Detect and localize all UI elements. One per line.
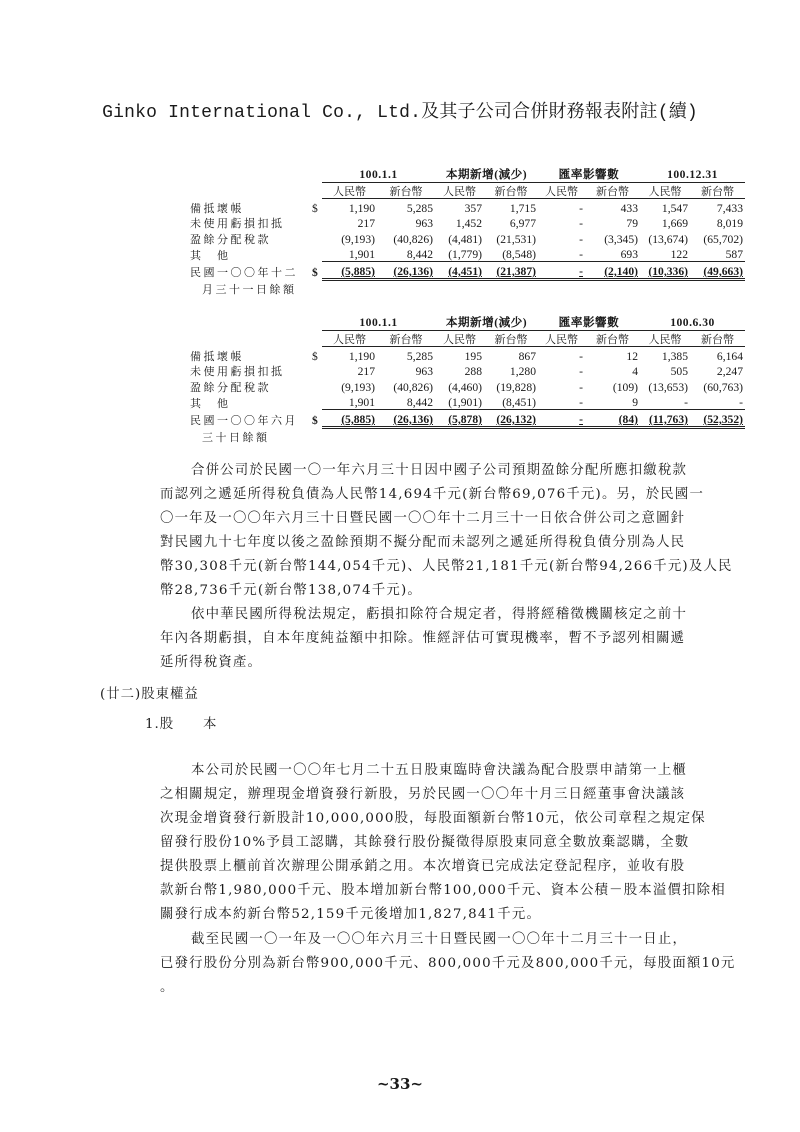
row-label: 民國一〇〇年十二 <box>190 267 298 279</box>
paragraph-line <box>160 879 760 903</box>
currency-subheader: 新台幣 <box>377 182 435 199</box>
paragraph-line <box>160 807 760 831</box>
table-cell: 5,285 <box>406 201 433 215</box>
loss-carryforward-paragraph <box>160 603 760 675</box>
table-cell: 2,247 <box>716 365 743 379</box>
column-group-header: 100.6.30 <box>640 313 745 330</box>
paragraph-text: 款新台幣1,980,000千元、股本增加新台幣100,000千元、資本公積－股本溢價扣除相 <box>160 883 726 898</box>
table-cell: (84) <box>585 410 640 428</box>
currency-symbol: $ <box>312 201 318 215</box>
spacer-cell <box>312 279 745 296</box>
table-cell: 1,190 <box>348 349 375 363</box>
currency-subheader: 新台幣 <box>690 330 745 347</box>
spacer-cell <box>190 313 312 330</box>
table-row <box>190 410 745 428</box>
table-cell: - <box>579 232 583 246</box>
currency-symbol: $ <box>312 266 318 280</box>
spacer-cell <box>312 427 745 444</box>
table-row <box>190 394 745 410</box>
table-cell: - <box>538 262 585 280</box>
table-cell: (5,878) <box>435 410 484 428</box>
currency-subheader: 人民幣 <box>435 182 484 199</box>
column-group-header: 匯率影響數 <box>538 313 640 330</box>
paragraph-line <box>160 555 760 579</box>
shares-issued-paragraph <box>160 928 760 1000</box>
currency-symbol <box>312 394 322 410</box>
currency-symbol <box>312 363 322 379</box>
currency-symbol <box>312 230 322 246</box>
table-cell: (11,763) <box>640 410 690 428</box>
spacer-cell <box>312 182 322 199</box>
table-cell: 8,442 <box>377 394 435 410</box>
table-row <box>190 215 745 231</box>
row-label: 盈餘分配稅款 <box>190 381 271 394</box>
table-cell: 4 <box>632 365 638 379</box>
table-cell: 6,164 <box>716 349 743 363</box>
row-label: 其 他 <box>190 397 231 410</box>
currency-subheader: 人民幣 <box>538 182 585 199</box>
column-group-header: 100.12.31 <box>640 165 745 182</box>
page-title: Ginko International Co., Ltd.及其子公司合併財務報表附註(續) <box>102 103 698 123</box>
table-cell: 5,285 <box>406 349 433 363</box>
table-cell: (26,136) <box>377 262 435 280</box>
table-row <box>190 230 745 246</box>
deferred-tax-liability-paragraph <box>160 459 760 603</box>
table-cell: 1,385 <box>661 349 688 363</box>
table-cell: (10,336) <box>640 262 690 280</box>
currency-symbol: $ <box>312 414 318 428</box>
table-cell: 1,669 <box>661 217 688 231</box>
currency-subheader: 人民幣 <box>322 330 377 347</box>
row-label: 備抵壞帳 <box>190 350 244 363</box>
currency-subheader: 人民幣 <box>640 182 690 199</box>
table-cell: (40,826) <box>393 380 433 394</box>
table-cell: 7,433 <box>716 201 743 215</box>
paragraph-line <box>160 507 760 531</box>
currency-symbol <box>312 215 322 231</box>
table-cell: 1,901 <box>322 394 377 410</box>
table-cell: (2,140) <box>585 262 640 280</box>
table-cell: (21,531) <box>496 232 536 246</box>
table-cell: 963 <box>415 217 433 231</box>
paragraph-text: 合併公司於民國一〇一年六月三十日因中國子公司預期盈餘分配所應扣繳稅款 <box>191 463 688 478</box>
paragraph-line <box>160 627 760 651</box>
paragraph-line <box>160 483 760 507</box>
table-cell: (3,345) <box>604 232 638 246</box>
table-cell: 195 <box>464 349 482 363</box>
table-cell: (109) <box>612 380 638 394</box>
table-cell: - <box>579 380 583 394</box>
paragraph-text: 截至民國一〇一年及一〇〇年六月三十日暨民國一〇〇年十二月三十一日止， <box>191 932 688 947</box>
currency-symbol: $ <box>312 349 318 363</box>
paragraph-text: 而認列之遞延所得稅負債為人民幣14,694千元(新台幣69,076千元)。另，於民國一 <box>160 487 705 502</box>
column-group-header: 100.1.1 <box>322 165 435 182</box>
table-row <box>190 199 745 215</box>
table-row <box>190 363 745 379</box>
paragraph-line <box>160 976 760 1000</box>
table-cell: 122 <box>640 246 690 262</box>
table-cell: (13,653) <box>648 380 688 394</box>
deferred-tax-table-jun30 <box>190 313 745 444</box>
table-cell: - <box>538 246 585 262</box>
row-label-continuation: 月三十一日餘額 <box>202 284 297 296</box>
currency-subheader: 新台幣 <box>377 330 435 347</box>
table-cell: (40,826) <box>393 232 433 246</box>
table-cell: (1,779) <box>435 246 484 262</box>
paragraph-line <box>160 903 760 927</box>
table-cell: - <box>640 394 690 410</box>
table-cell: (5,885) <box>322 410 377 428</box>
table-cell: 433 <box>620 201 638 215</box>
table-row <box>190 378 745 394</box>
table-cell: - <box>579 217 583 231</box>
paragraph-text: 提供股票上櫃前首次辦理公開承銷之用。本次增資已完成法定登記程序，並收有股 <box>160 859 686 874</box>
paragraph-text: 次現金增資發行新股計10,000,000股，每股面額新台幣10元，依公司章程之規定保 <box>160 811 706 826</box>
paragraph-line <box>160 759 760 783</box>
paragraph-text: 已發行股份分別為新台幣900,000千元、800,000千元及800,000千元，每股面額10元 <box>160 956 736 971</box>
currency-subheader: 新台幣 <box>484 182 538 199</box>
table-cell: 963 <box>415 365 433 379</box>
row-label: 其 他 <box>190 249 231 262</box>
table-cell: 357 <box>464 201 482 215</box>
table-cell: (4,460) <box>448 380 482 394</box>
paragraph-text: 關發行成本約新台幣52,159千元後增加1,827,841千元。 <box>160 907 542 922</box>
table-cell: 79 <box>626 217 638 231</box>
paragraph-text: 之相關規定，辦理現金增資發行新股，另於民國一〇〇年十月三日經董事會決議該 <box>160 787 686 802</box>
deferred-tax-table-dec31 <box>190 165 745 296</box>
table-cell: 693 <box>585 246 640 262</box>
table-cell: (8,451) <box>484 394 538 410</box>
paragraph-line <box>160 928 760 952</box>
table-cell: 8,442 <box>377 246 435 262</box>
subsection-heading-capital: 1.股 本 <box>145 717 218 732</box>
paragraph-text: 延所得稅資產。 <box>160 655 263 670</box>
table-cell: (19,828) <box>496 380 536 394</box>
table-cell: 867 <box>518 349 536 363</box>
currency-subheader: 人民幣 <box>640 330 690 347</box>
table-cell: - <box>579 365 583 379</box>
table-row-continuation <box>190 427 745 444</box>
table-cell: (60,763) <box>703 380 743 394</box>
table-cell: (8,548) <box>484 246 538 262</box>
page-number: ~33~ <box>376 1075 423 1093</box>
column-group-header: 本期新增(減少) <box>435 165 538 182</box>
table-cell: - <box>538 394 585 410</box>
paragraph-text: 。 <box>160 980 175 995</box>
paragraph-text: 本公司於民國一〇〇年七月二十五日股東臨時會決議為配合股票申請第一上櫃 <box>191 763 688 778</box>
table-cell: (1,901) <box>435 394 484 410</box>
table-cell: 9 <box>585 394 640 410</box>
paragraph-line <box>160 459 760 483</box>
paragraph-text: 年內各期虧損，自本年度純益額中扣除。惟經評估可實現機率，暫不予認列相關遞 <box>160 631 686 646</box>
spacer-cell <box>312 330 322 347</box>
table-cell: (9,193) <box>341 232 375 246</box>
capital-increase-paragraph <box>160 759 760 927</box>
currency-subheader: 新台幣 <box>484 330 538 347</box>
spacer-cell <box>190 165 312 182</box>
currency-subheader: 新台幣 <box>585 182 640 199</box>
table-row <box>190 262 745 280</box>
table-cell: 217 <box>357 217 375 231</box>
table-cell: 217 <box>357 365 375 379</box>
paragraph-line <box>160 651 760 675</box>
table-cell: 8,019 <box>716 217 743 231</box>
table-cell: - <box>579 349 583 363</box>
table-cell: - <box>579 201 583 215</box>
paragraph-line <box>160 831 760 855</box>
paragraph-text: 對民國九十七年度以後之盈餘預期不擬分配而未認列之遞延所得稅負債分別為人民 <box>160 535 686 550</box>
spacer-cell <box>312 313 322 330</box>
table-cell: (26,136) <box>377 410 435 428</box>
column-group-header: 100.1.1 <box>322 313 435 330</box>
row-label-continuation: 三十日餘額 <box>202 432 270 444</box>
table-cell: 1,280 <box>509 365 536 379</box>
table-cell: 1,715 <box>509 201 536 215</box>
row-label: 未使用虧損扣抵 <box>190 366 285 378</box>
table-cell: (9,193) <box>341 380 375 394</box>
table-cell: (21,387) <box>484 262 538 280</box>
paragraph-line <box>160 579 760 603</box>
paragraph-text: 幣28,736千元(新台幣138,074千元)。 <box>160 583 422 598</box>
paragraph-line <box>160 603 760 627</box>
table-cell: 1,190 <box>348 201 375 215</box>
row-label: 未使用虧損扣抵 <box>190 218 285 230</box>
paragraph-text: 依中華民國所得稅法規定，虧損扣除符合規定者，得將經稽徵機關核定之前十 <box>191 607 688 622</box>
section-heading-equity: (廿二)股東權益 <box>100 687 199 702</box>
currency-subheader: 人民幣 <box>538 330 585 347</box>
row-label: 備抵壞帳 <box>190 202 244 215</box>
paragraph-line <box>160 855 760 879</box>
column-group-header: 本期新增(減少) <box>435 313 538 330</box>
table-cell: (65,702) <box>703 232 743 246</box>
table-cell: (26,132) <box>484 410 538 428</box>
paragraph-line <box>160 952 760 976</box>
table-cell: 1,452 <box>455 217 482 231</box>
row-label: 民國一〇〇年六月 <box>190 415 298 427</box>
spacer-cell <box>312 165 322 182</box>
paragraph-text: 留發行股份10%予員工認購，其餘發行股份擬徵得原股東同意全數放棄認購，全數 <box>160 835 690 850</box>
table-row <box>190 347 745 363</box>
paragraph-line <box>160 783 760 807</box>
table-cell: 505 <box>670 365 688 379</box>
spacer-cell <box>190 330 312 347</box>
table-cell: - <box>538 410 585 428</box>
table-cell: - <box>690 394 745 410</box>
table-cell: (5,885) <box>322 262 377 280</box>
table-cell: 12 <box>626 349 638 363</box>
paragraph-text: 〇一年及一〇〇年六月三十日暨民國一〇〇年十二月三十一日依合併公司之意圖針 <box>160 511 686 526</box>
paragraph-line <box>160 531 760 555</box>
table-cell: 288 <box>464 365 482 379</box>
currency-subheader: 新台幣 <box>585 330 640 347</box>
table-row <box>190 246 745 262</box>
table-cell: (13,674) <box>648 232 688 246</box>
table-cell: 1,547 <box>661 201 688 215</box>
paragraph-text: 幣30,308千元(新台幣144,054千元)、人民幣21,181千元(新台幣94,266千元)及人民 <box>160 559 733 574</box>
table-cell: 587 <box>690 246 745 262</box>
currency-symbol <box>312 378 322 394</box>
table-row-continuation <box>190 279 745 296</box>
table-cell: 6,977 <box>509 217 536 231</box>
table-cell: (49,663) <box>690 262 745 280</box>
currency-subheader: 人民幣 <box>322 182 377 199</box>
currency-subheader: 新台幣 <box>690 182 745 199</box>
table-cell: (52,352) <box>690 410 745 428</box>
table-cell: (4,481) <box>448 232 482 246</box>
column-group-header: 匯率影響數 <box>538 165 640 182</box>
table-cell: 1,901 <box>322 246 377 262</box>
table-cell: (4,451) <box>435 262 484 280</box>
currency-subheader: 人民幣 <box>435 330 484 347</box>
row-label: 盈餘分配稅款 <box>190 233 271 246</box>
spacer-cell <box>190 182 312 199</box>
currency-symbol <box>312 246 322 262</box>
